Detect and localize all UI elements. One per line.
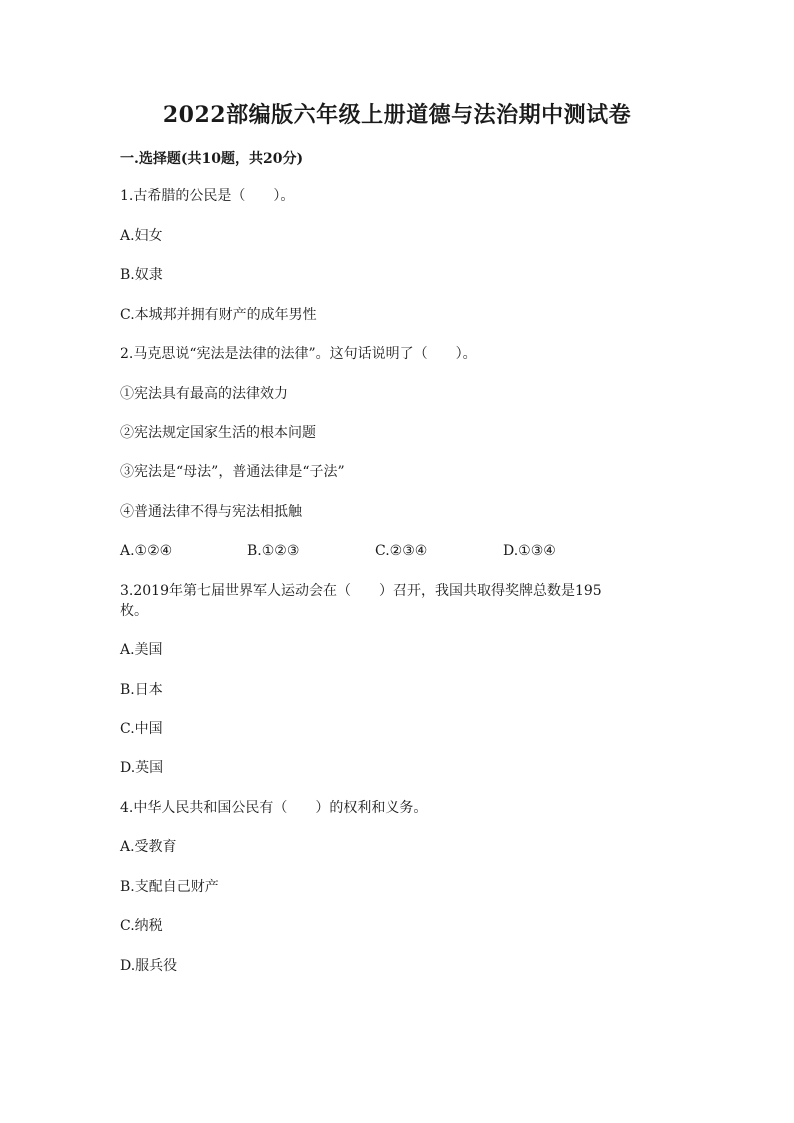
question-1-option-c[interactable]: C.本城邦并拥有财产的成年男性 <box>120 307 317 323</box>
question-2-stem: 2.马克思说“宪法是法律的法律”。这句话说明了（ ）。 <box>120 346 477 362</box>
page-title: 2022部编版六年级上册道德与法治期中测试卷 <box>162 102 632 128</box>
question-4-option-b[interactable]: B.支配自己财产 <box>120 879 219 895</box>
question-4-option-a[interactable]: A.受教育 <box>120 839 177 855</box>
question-4-option-d[interactable]: D.服兵役 <box>120 958 178 974</box>
question-3-stem-line-2: 枚。 <box>120 603 148 619</box>
question-2-option-c[interactable]: C.②③④ <box>375 543 428 559</box>
question-4-stem: 4.中华人民共和国公民有（ ）的权利和义务。 <box>120 800 428 816</box>
question-1-stem: 1.古希腊的公民是（ ）。 <box>120 188 295 204</box>
question-3-option-d[interactable]: D.英国 <box>120 760 164 776</box>
question-2-statement-3: ③宪法是“母法”，普通法律是“子法” <box>120 464 345 480</box>
question-2-option-d[interactable]: D.①③④ <box>503 543 556 559</box>
question-1-option-a[interactable]: A.妇女 <box>120 228 163 244</box>
question-2-statement-2: ②宪法规定国家生活的根本问题 <box>120 425 316 441</box>
question-3-option-c[interactable]: C.中国 <box>120 721 163 737</box>
question-3-option-b[interactable]: B.日本 <box>120 682 163 698</box>
question-2-statement-1: ①宪法具有最高的法律效力 <box>120 386 288 402</box>
question-2-option-b[interactable]: B.①②③ <box>247 543 300 559</box>
question-3-option-a[interactable]: A.美国 <box>120 642 163 658</box>
question-4-option-c[interactable]: C.纳税 <box>120 918 163 934</box>
question-3-stem-line-1: 3.2019年第七届世界军人运动会在（ ）召开，我国共取得奖牌总数是195 <box>120 583 602 599</box>
question-2-option-a[interactable]: A.①②④ <box>120 543 173 559</box>
question-1-option-b[interactable]: B.奴隶 <box>120 267 163 283</box>
section-heading: 一.选择题(共10题，共20分) <box>120 151 304 167</box>
question-2-statement-4: ④普通法律不得与宪法相抵触 <box>120 504 302 520</box>
